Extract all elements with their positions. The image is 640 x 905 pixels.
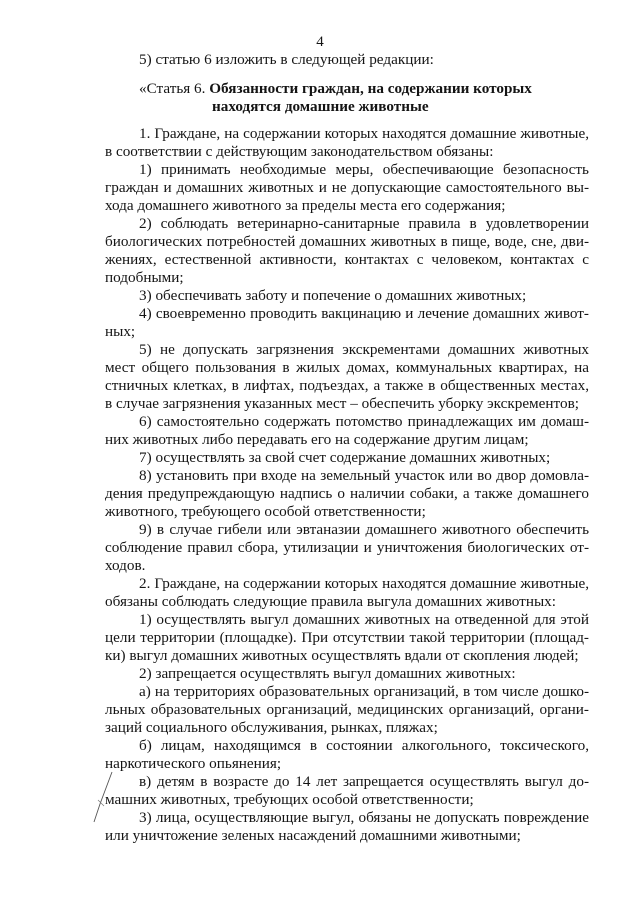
- para-line: ходов.: [105, 557, 146, 574]
- para-line: биологических потребностей домашних животных в пище, воде, сне, дви-: [105, 233, 589, 250]
- para-line: 4) своевременно проводить вакцинацию и лечение домашних живот-: [139, 305, 589, 322]
- para-line: 8) установить при входе на земельный участок или во двор домовла-: [139, 467, 589, 484]
- para-line: 1. Граждане, на содержании которых находятся домашние животные,: [139, 125, 589, 142]
- para-line: 6) самостоятельно содержать потомство принадлежащих им домаш-: [139, 413, 589, 430]
- para-line: машних животных, требующих особой ответственности;: [105, 791, 474, 808]
- para-line: стничных клетках, в лифтах, подъездах, а также в общественных местах,: [105, 377, 589, 394]
- para-line: в соответствии с действующим законодательством обязаны:: [105, 143, 494, 160]
- para-line: 3) лица, осуществляющие выгул, обязаны не допускать повреждение: [139, 809, 589, 826]
- para-line: животного, требующего особой ответственности;: [105, 503, 426, 520]
- para-line: жениях, естественной активности, контактах с человеком, контактах с: [105, 251, 589, 268]
- para-line: заций социального обслуживания, рынках, пляжах;: [105, 719, 438, 736]
- page-number: 4: [316, 34, 324, 50]
- para-line: граждан и домашних животных и не допускающие самостоятельного вы-: [105, 179, 589, 196]
- para-line: льных образовательных организаций, медицинских организаций, органи-: [105, 701, 589, 718]
- para-line: хода домашнего животного за пределы места его содержания;: [105, 197, 506, 214]
- para-line: соблюдение правил сбора, утилизации и уничтожения биологических от-: [105, 539, 589, 556]
- amendment-intro: 5) статью 6 изложить в следующей редакции:: [139, 51, 434, 68]
- para-line: ных;: [105, 323, 136, 340]
- para-line: 2) соблюдать ветеринарно-санитарные правила в удовлетворении: [139, 215, 589, 232]
- para-line: 2. Граждане, на содержании которых находятся домашние животные,: [139, 575, 589, 592]
- para-line: подобными;: [105, 269, 184, 286]
- article-heading: [139, 80, 589, 98]
- para-line: наркотического опьянения;: [105, 755, 282, 772]
- para-line: 9) в случае гибели или эвтаназии домашнего животного обеспечить: [139, 521, 589, 538]
- para-line: обязаны соблюдать следующие правила выгула домашних животных:: [105, 593, 556, 610]
- article-label: «Статья 6.: [139, 80, 210, 97]
- para-line: ки) выгул домашних животных осуществлять вдали от скопления людей;: [105, 647, 579, 664]
- para-line: в случае загрязнения указанных мест – обеспечить уборку экскрементов;: [105, 395, 579, 412]
- para-line: них животных либо передавать его на содержание другим лицам;: [105, 431, 529, 448]
- para-line: 5) не допускать загрязнения экскрементами домашних животных: [139, 341, 589, 358]
- para-line: 1) осуществлять выгул домашних животных на отведенной для этой: [139, 611, 589, 628]
- para-line: 1) принимать необходимые меры, обеспечивающие безопасность: [139, 161, 589, 178]
- article-title: Обязанности граждан, на содержании которых: [209, 80, 532, 97]
- para-line: в) детям в возрасте до 14 лет запрещается осуществлять выгул до-: [139, 773, 589, 790]
- para-line: 2) запрещается осуществлять выгул домашних животных:: [139, 665, 516, 682]
- para-line: мест общего пользования в жилых домах, коммунальных квартирах, на: [105, 359, 589, 376]
- para-line: дения предупреждающую надпись о наличии собаки, а также домашнего: [105, 485, 589, 502]
- para-line: или уничтожение зеленых насаждений домашними животными;: [105, 827, 521, 844]
- para-line: цели территории (площадке). При отсутствии такой территории (площад-: [105, 629, 589, 646]
- article-title-cont: находятся домашние животные: [212, 98, 429, 115]
- para-line: 3) обеспечивать заботу и попечение о домашних животных;: [139, 287, 527, 304]
- para-line: б) лицам, находящимся в состоянии алкогольного, токсического,: [139, 737, 589, 754]
- pen-mark-icon: [86, 770, 126, 830]
- para-line: 7) осуществлять за свой счет содержание домашних животных;: [139, 449, 551, 466]
- para-line: а) на территориях образовательных организаций, в том числе дошко-: [139, 683, 589, 700]
